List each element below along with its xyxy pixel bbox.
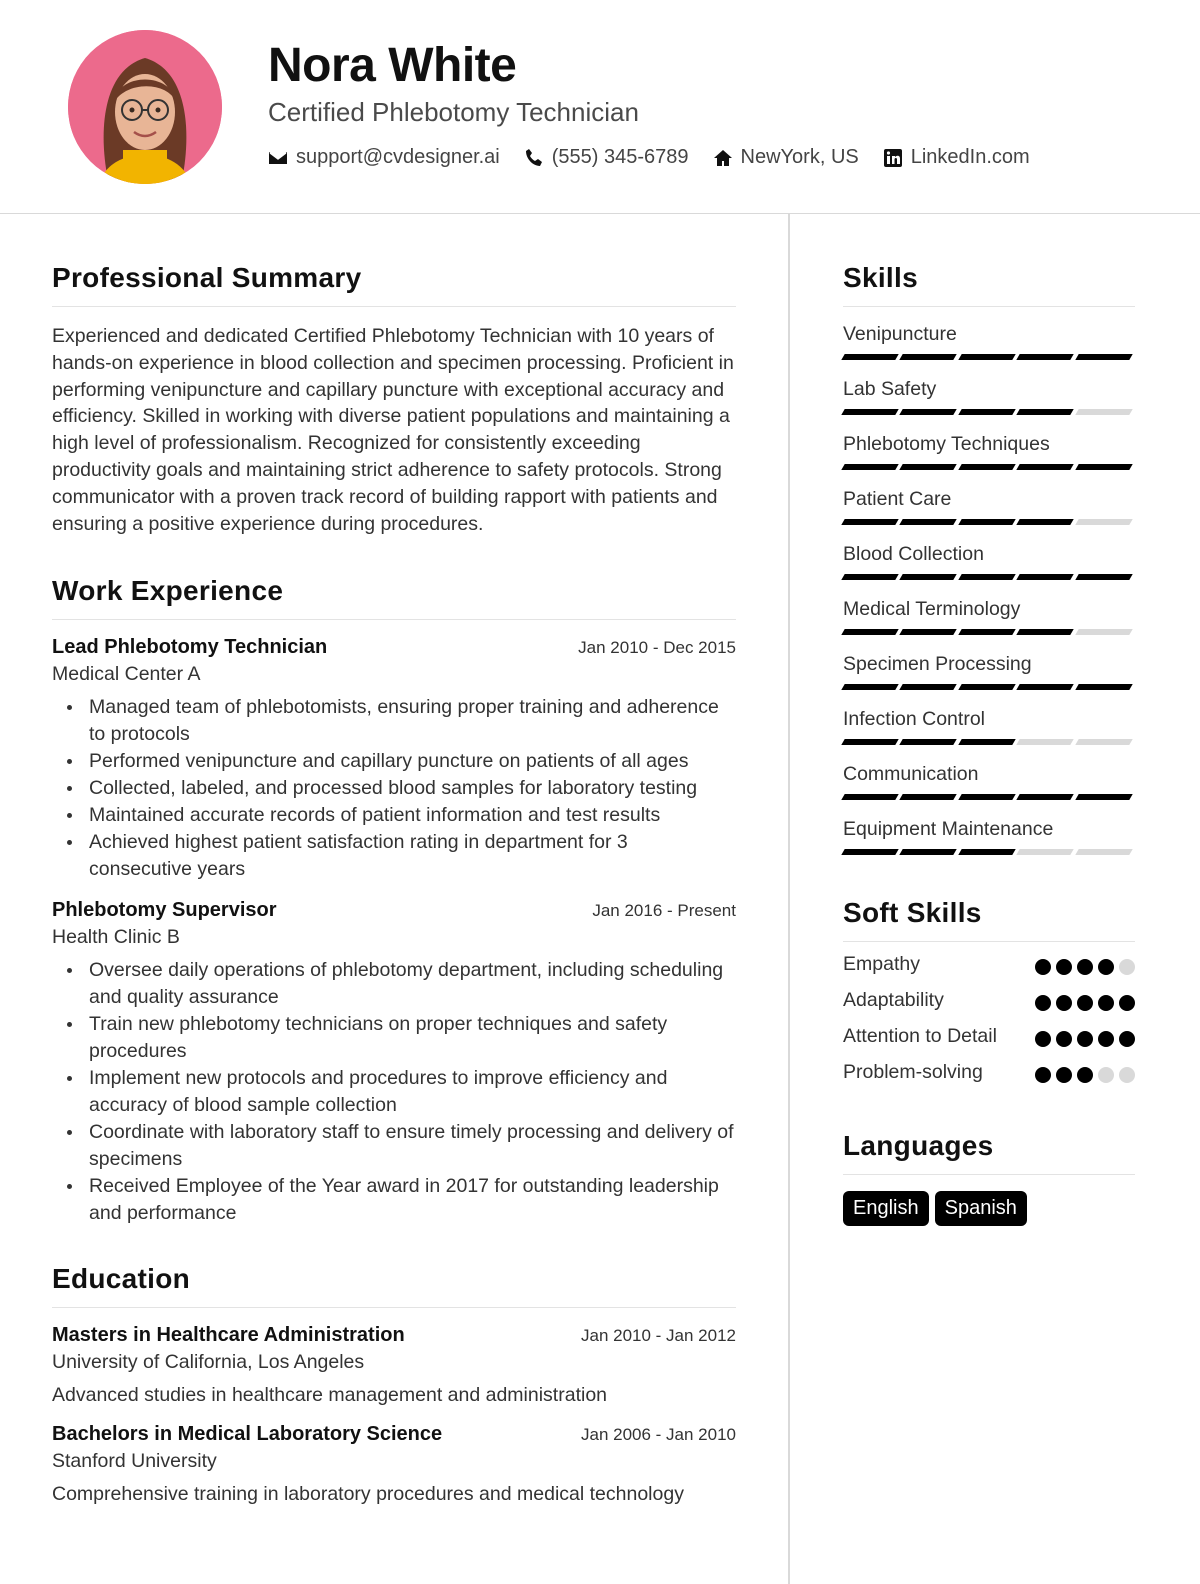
level-segment-filled xyxy=(841,684,899,690)
job-company: Health Clinic B xyxy=(52,926,180,949)
rating-dot-filled xyxy=(1098,959,1114,975)
main-column xyxy=(52,262,736,1506)
job-bullets xyxy=(52,694,736,883)
level-segment-filled xyxy=(900,409,958,415)
skills-list xyxy=(843,323,1135,855)
level-segment-filled xyxy=(958,464,1016,470)
education-header xyxy=(52,1324,736,1347)
skill-level-bar xyxy=(843,684,1135,690)
section-title: Soft Skills xyxy=(843,897,1135,942)
summary-section xyxy=(52,262,736,537)
rating-dot-filled xyxy=(1035,1031,1051,1047)
job-title: Phlebotomy Supervisor xyxy=(52,899,277,922)
level-segment-filled xyxy=(900,794,958,800)
level-segment-filled xyxy=(1016,629,1074,635)
languages-section xyxy=(843,1130,1135,1226)
skills-section xyxy=(843,262,1135,855)
rating-dot-filled xyxy=(1035,959,1051,975)
soft-skill-rating xyxy=(1030,959,1135,975)
bullet-item: Maintained accurate records of patient information and test results xyxy=(52,802,736,829)
level-segment-filled xyxy=(958,354,1016,360)
bullet-item: Collected, labeled, and processed blood samples for laboratory testing xyxy=(52,775,736,802)
school-name: University of California, Los Angeles xyxy=(52,1351,365,1374)
level-segment-filled xyxy=(900,849,958,855)
languages-list xyxy=(843,1191,1135,1226)
level-segment-filled xyxy=(1016,354,1074,360)
skill-item xyxy=(843,598,1135,635)
section-title: Work Experience xyxy=(52,575,736,620)
rating-dot-filled xyxy=(1056,959,1072,975)
level-segment-filled xyxy=(900,354,958,360)
rating-dot-filled xyxy=(1056,1067,1072,1083)
profile-photo xyxy=(68,30,222,184)
rating-dot-filled xyxy=(1056,1031,1072,1047)
skill-item xyxy=(843,818,1135,855)
section-title: Education xyxy=(52,1263,736,1308)
level-segment-empty xyxy=(1016,739,1074,745)
job-header xyxy=(52,636,736,659)
job-header xyxy=(52,899,736,922)
skill-item xyxy=(843,763,1135,800)
skill-name: Medical Terminology xyxy=(843,598,1021,620)
soft-skill-name: Problem-solving xyxy=(843,1061,983,1083)
education-dates: Jan 2006 - Jan 2010 xyxy=(580,1425,736,1445)
education-entry xyxy=(52,1423,736,1506)
level-segment-empty xyxy=(1075,629,1133,635)
level-segment-filled xyxy=(1075,464,1133,470)
level-segment-filled xyxy=(900,464,958,470)
level-segment-filled xyxy=(841,739,899,745)
education-description: Comprehensive training in laboratory procedures and medical technology xyxy=(52,1483,684,1506)
skill-name: Infection Control xyxy=(843,708,985,730)
skill-level-bar xyxy=(843,464,1135,470)
education-entry xyxy=(52,1324,736,1407)
level-segment-filled xyxy=(1016,794,1074,800)
contact-phone[interactable] xyxy=(524,146,689,169)
skill-level-bar xyxy=(843,629,1135,635)
level-segment-filled xyxy=(841,409,899,415)
level-segment-filled xyxy=(841,354,899,360)
rating-dot-filled xyxy=(1119,1031,1135,1047)
level-segment-filled xyxy=(900,739,958,745)
linkedin-text: LinkedIn.com xyxy=(910,146,1030,168)
rating-dot-filled xyxy=(1119,995,1135,1011)
skill-name: Communication xyxy=(843,763,979,785)
level-segment-filled xyxy=(1075,354,1133,360)
experience-list xyxy=(52,636,736,1227)
rating-dot-filled xyxy=(1077,1067,1093,1083)
candidate-title: Certified Phlebotomy Technician xyxy=(268,97,639,127)
sidebar-column xyxy=(843,262,1135,1226)
rating-dot-filled xyxy=(1056,995,1072,1011)
level-segment-empty xyxy=(1075,409,1133,415)
degree-title: Bachelors in Medical Laboratory Science xyxy=(52,1423,443,1446)
phone-icon xyxy=(524,148,544,168)
skill-item xyxy=(843,653,1135,690)
job-entry xyxy=(52,899,736,1227)
level-segment-filled xyxy=(841,629,899,635)
rating-dot-filled xyxy=(1098,995,1114,1011)
bullet-item: Received Employee of the Year award in 2017 for outstanding leadership and performance xyxy=(52,1173,736,1227)
skill-level-bar xyxy=(843,739,1135,745)
candidate-name: Nora White xyxy=(268,39,517,92)
skill-level-bar xyxy=(843,794,1135,800)
linkedin-icon xyxy=(883,148,903,168)
soft-skill-name: Attention to Detail xyxy=(843,1025,997,1047)
degree-title: Masters in Healthcare Administration xyxy=(52,1324,405,1347)
column-divider xyxy=(788,214,790,1584)
skill-name: Phlebotomy Techniques xyxy=(843,433,1050,455)
level-segment-filled xyxy=(958,849,1016,855)
level-segment-filled xyxy=(958,629,1016,635)
skill-level-bar xyxy=(843,849,1135,855)
language-tag: Spanish xyxy=(935,1191,1027,1226)
level-segment-filled xyxy=(958,794,1016,800)
bullet-item: Managed team of phlebotomists, ensuring proper training and adherence to protocols xyxy=(52,694,736,748)
level-segment-filled xyxy=(1016,519,1074,525)
bullet-item: Performed venipuncture and capillary puncture on patients of all ages xyxy=(52,748,736,775)
skill-level-bar xyxy=(843,354,1135,360)
bullet-item: Oversee daily operations of phlebotomy department, including scheduling and quality assurance xyxy=(52,957,736,1011)
skill-name: Equipment Maintenance xyxy=(843,818,1054,840)
level-segment-empty xyxy=(1075,739,1133,745)
soft-skill-rating xyxy=(1030,1067,1135,1083)
soft-skill-name: Adaptability xyxy=(843,989,944,1011)
level-segment-filled xyxy=(900,519,958,525)
rating-dot-empty xyxy=(1119,959,1135,975)
rating-dot-filled xyxy=(1077,959,1093,975)
avatar xyxy=(68,30,222,184)
education-description: Advanced studies in healthcare management and administration xyxy=(52,1384,608,1407)
level-segment-filled xyxy=(958,409,1016,415)
resume-header xyxy=(0,0,1200,214)
bullet-item: Coordinate with laboratory staff to ensure timely processing and delivery of specimens xyxy=(52,1119,736,1173)
level-segment-empty xyxy=(1075,519,1133,525)
level-segment-filled xyxy=(1016,409,1074,415)
contact-location xyxy=(713,146,859,169)
job-bullets xyxy=(52,957,736,1227)
soft-skill-item xyxy=(843,987,1135,1014)
contact-bar xyxy=(268,146,1054,169)
experience-section xyxy=(52,575,736,1227)
soft-skills-section xyxy=(843,897,1135,1086)
job-entry xyxy=(52,636,736,883)
level-segment-filled xyxy=(841,519,899,525)
school-name: Stanford University xyxy=(52,1450,217,1473)
section-title: Skills xyxy=(843,262,1135,307)
level-segment-filled xyxy=(900,629,958,635)
contact-email[interactable] xyxy=(268,146,500,169)
rating-dot-filled xyxy=(1035,1067,1051,1083)
level-segment-filled xyxy=(1075,684,1133,690)
level-segment-filled xyxy=(841,794,899,800)
skill-level-bar xyxy=(843,574,1135,580)
summary-text: Experienced and dedicated Certified Phlebotomy Technician with 10 years of hands-on experience in blood collection and specimen processing. Proficient in performing venipuncture and capillary puncture with exceptional accuracy and efficiency. Skilled in working with diverse patient populations and maintaining a high level of professionalism. Recognized for consistently exceeding productivity goals and maintaining strict adherence to safety protocols. Strong communicator with a proven track record of building rapport with patients and ensuring a positive experience during procedures. xyxy=(52,325,734,535)
soft-skill-item xyxy=(843,951,1135,978)
level-segment-filled xyxy=(841,849,899,855)
job-dates: Jan 2016 - Present xyxy=(592,901,736,921)
skill-item xyxy=(843,488,1135,525)
skill-item xyxy=(843,708,1135,745)
skill-name: Patient Care xyxy=(843,488,952,510)
soft-skill-name: Empathy xyxy=(843,953,920,975)
bullet-item: Implement new protocols and procedures to improve efficiency and accuracy of blood sample collection xyxy=(52,1065,736,1119)
education-dates: Jan 2010 - Jan 2012 xyxy=(580,1326,736,1346)
rating-dot-filled xyxy=(1077,995,1093,1011)
level-segment-filled xyxy=(841,464,899,470)
skill-item xyxy=(843,323,1135,360)
education-list xyxy=(52,1324,736,1506)
level-segment-filled xyxy=(1016,574,1074,580)
education-section xyxy=(52,1263,736,1506)
skill-level-bar xyxy=(843,519,1135,525)
rating-dot-empty xyxy=(1098,1067,1114,1083)
level-segment-filled xyxy=(900,574,958,580)
skill-name: Lab Safety xyxy=(843,378,937,400)
skill-item xyxy=(843,433,1135,470)
level-segment-filled xyxy=(1016,684,1074,690)
section-title: Languages xyxy=(843,1130,1135,1175)
level-segment-filled xyxy=(1075,794,1133,800)
job-dates: Jan 2010 - Dec 2015 xyxy=(578,638,736,658)
location-text: NewYork, US xyxy=(740,146,859,168)
skill-name: Venipuncture xyxy=(843,323,957,345)
level-segment-filled xyxy=(958,684,1016,690)
job-title: Lead Phlebotomy Technician xyxy=(52,636,328,659)
section-title: Professional Summary xyxy=(52,262,736,307)
education-header xyxy=(52,1423,736,1446)
level-segment-filled xyxy=(958,519,1016,525)
level-segment-filled xyxy=(1016,464,1074,470)
envelope-icon xyxy=(268,148,288,168)
language-tag: English xyxy=(843,1191,929,1226)
level-segment-filled xyxy=(1075,574,1133,580)
level-segment-filled xyxy=(900,684,958,690)
soft-skill-rating xyxy=(1030,995,1135,1011)
soft-skill-rating xyxy=(1030,1031,1135,1047)
level-segment-filled xyxy=(841,574,899,580)
level-segment-empty xyxy=(1075,849,1133,855)
soft-skill-item xyxy=(843,1023,1135,1050)
level-segment-filled xyxy=(958,574,1016,580)
job-company: Medical Center A xyxy=(52,663,201,686)
level-segment-filled xyxy=(958,739,1016,745)
contact-linkedin[interactable] xyxy=(883,146,1030,169)
skill-name: Blood Collection xyxy=(843,543,984,565)
rating-dot-filled xyxy=(1035,995,1051,1011)
home-icon xyxy=(713,148,733,168)
skill-name: Specimen Processing xyxy=(843,653,1032,675)
rating-dot-filled xyxy=(1077,1031,1093,1047)
soft-skills-list xyxy=(843,951,1135,1086)
phone-text: (555) 345-6789 xyxy=(551,146,689,168)
bullet-item: Train new phlebotomy technicians on proper techniques and safety procedures xyxy=(52,1011,736,1065)
skill-level-bar xyxy=(843,409,1135,415)
soft-skill-item xyxy=(843,1059,1135,1086)
email-text: support@cvdesigner.ai xyxy=(296,146,500,168)
level-segment-empty xyxy=(1016,849,1074,855)
bullet-item: Achieved highest patient satisfaction rating in department for 3 consecutive years xyxy=(52,829,736,883)
skill-item xyxy=(843,543,1135,580)
rating-dot-empty xyxy=(1119,1067,1135,1083)
skill-item xyxy=(843,378,1135,415)
rating-dot-filled xyxy=(1098,1031,1114,1047)
